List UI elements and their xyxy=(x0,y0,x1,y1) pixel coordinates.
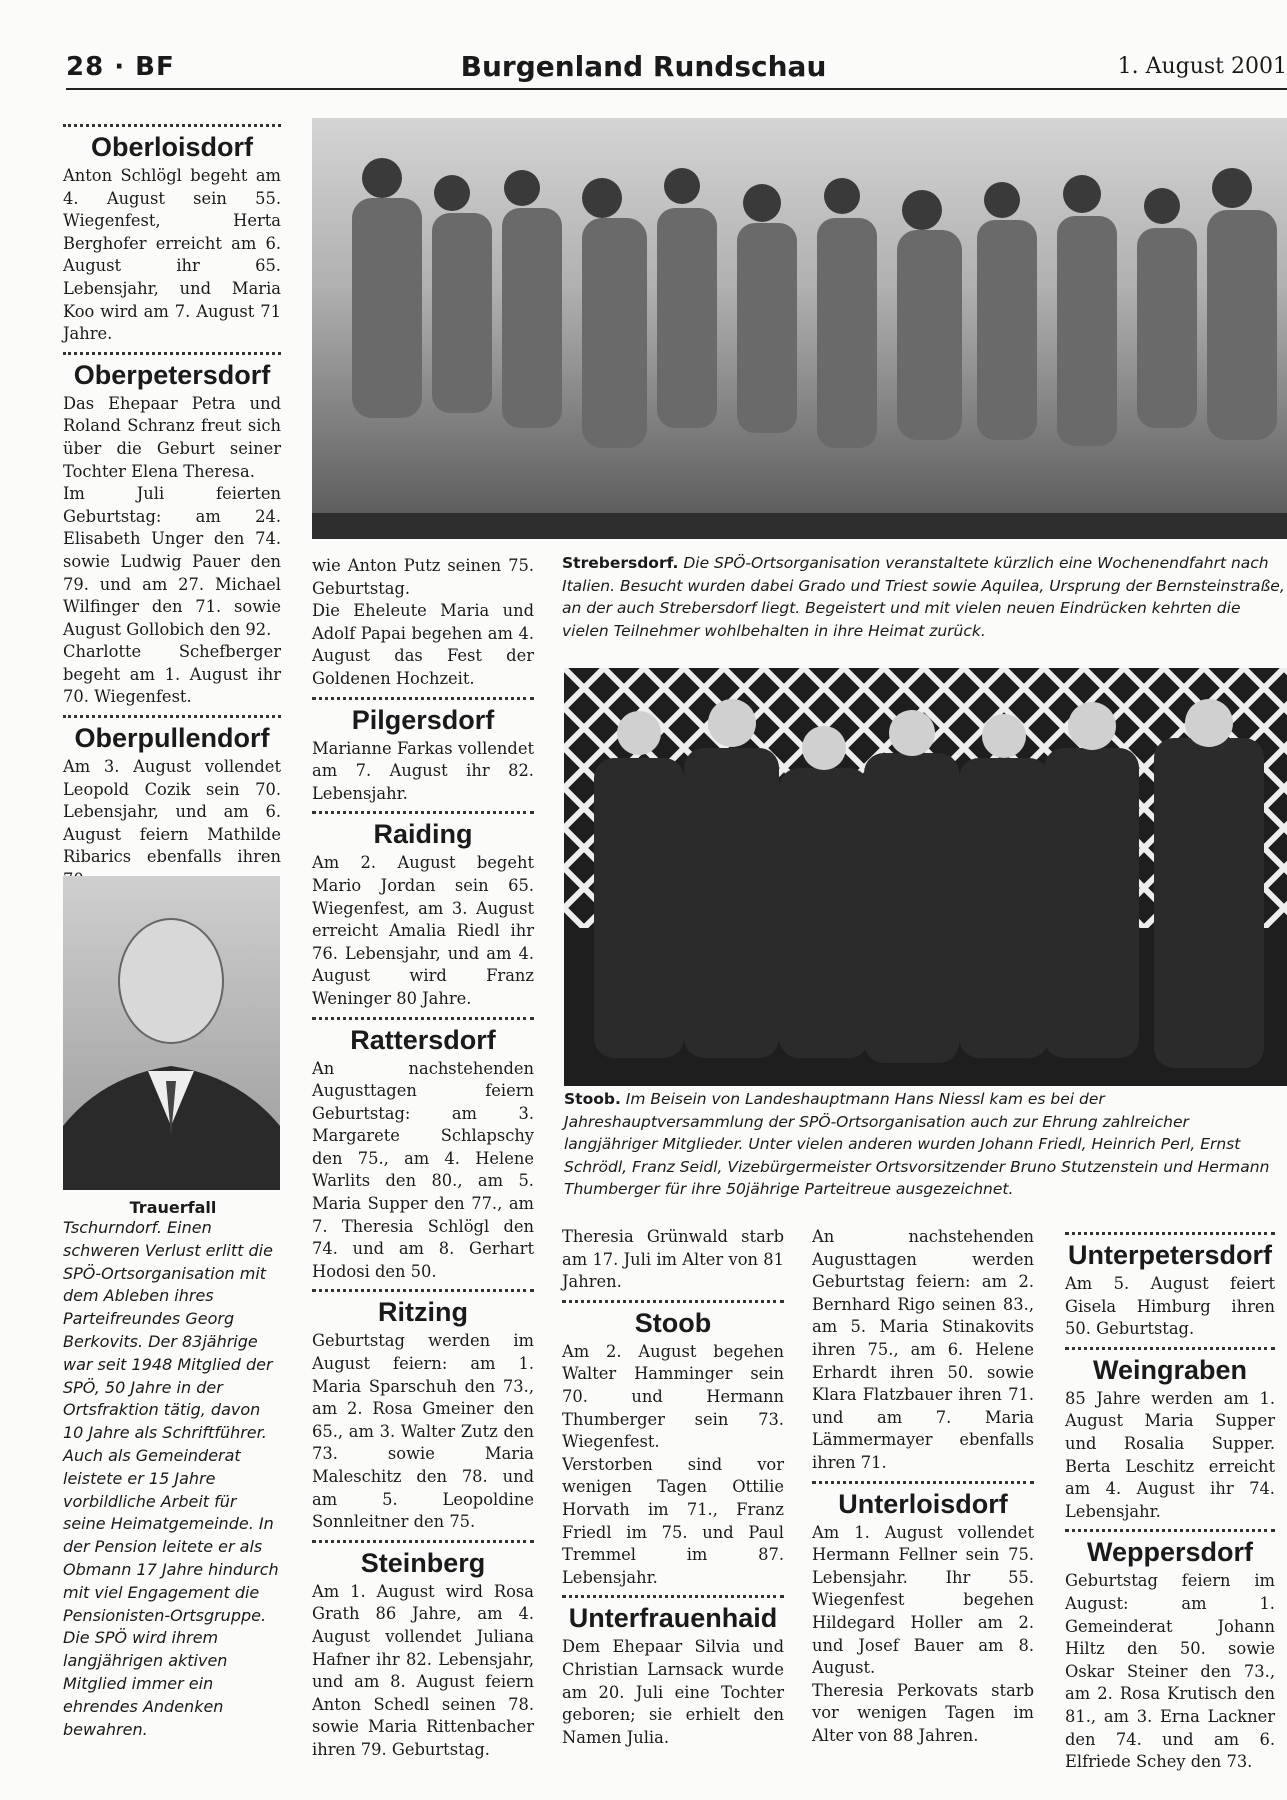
group-photo-strebersdorf xyxy=(312,118,1287,539)
article-text: Geburtstag werden im August feiern: am 1. Maria Sparschuh den 73., am 2. Rosa Gmeiner den 65., am 3. Walter Zutz den 73. sowie Maria Maleschitz den 78. und am 5. Leopoldine Sonnleitner den 75. xyxy=(312,1331,534,1532)
article-text: Die Eheleute Maria und Adolf Papai begehen am 4. August das Fest der Goldenen Hochzeit. xyxy=(312,601,534,688)
obituary-text: Tschurndorf. Einen schweren Verlust erlitt die SPÖ-Ortsorganisation mit dem Ableben ihres Parteifreundes Georg Berkovits. Der 83jährige war seit 1948 Mitglied der SPÖ, 50 Jahre in der Ortsfraktion tätig, davon 10 Jahre als Schriftführer. Auch als Gemeinderat leistete er 15 Jahre vorbildliche Arbeit für seine Heimatgemeinde. In der Pension leitete er als Obmann 17 Jahre hindurch mit viel Engagement die Pensionisten-Ortsgruppe. Die SPÖ wird ihrem langjährigen aktiven Mitglied immer ein ehrendes Andenken bewahren. xyxy=(63,1218,279,1739)
divider xyxy=(312,811,534,814)
divider xyxy=(312,697,534,700)
column-1 xyxy=(63,118,281,892)
article-text: 85 Jahre werden am 1. August Maria Supper und Rosalia Supper. Berta Leschitz erreicht am 4. August ihr 74. Lebensjahr. xyxy=(1065,1388,1275,1521)
column-2 xyxy=(312,555,534,1762)
caption-text: Im Beisein von Landeshauptmann Hans Niessl kam es bei der Jahreshauptversammlung der SPÖ-Ortsorganisation auch zur Ehrung zahlreicher langjähriger Mitglieder. Unter vielen anderen wurden Johann Friedl, Heinrich Perl, Ernst Schrödl, Franz Seidl, Vizebürgermeister Ortsvorsitzender Bruno Stutzenstein und Hermann Thumberger für ihre 50jährige Parteitreue ausgezeichnet. xyxy=(564,1090,1270,1198)
column-3 xyxy=(562,1226,784,1749)
header-rule xyxy=(66,88,1287,90)
article-text: An nachstehenden Augusttagen werden Geburtstag feiern: am 2. Bernhard Rigo seinen 83., am 5. Maria Stinakovits ihren 75., am 6. Helene Erhardt ihren 50. sowie Klara Flatzbauer ihren 71. und am 7. Maria Lämmermayer ebenfalls ihren 71. xyxy=(812,1227,1034,1472)
divider xyxy=(63,124,281,127)
portrait-photo xyxy=(63,876,280,1190)
article-text: Dem Ehepaar Silvia und Christian Larnsack wurde am 20. Juli eine Tochter geboren; sie erhielt den Namen Julia. xyxy=(562,1637,784,1747)
section-heading: Weingraben xyxy=(1092,1354,1248,1385)
article-text: Am 2. August begehen Walter Hamminger sein 70. und Hermann Thumberger sein 73. Wiegenfest. xyxy=(562,1341,784,1452)
section-heading: Weppersdorf xyxy=(1086,1537,1254,1568)
divider xyxy=(562,1300,784,1303)
divider xyxy=(1065,1232,1275,1235)
section-heading: Raiding xyxy=(373,819,473,850)
article-text: Am 5. August feiert Gisela Himburg ihren 50. Geburtstag. xyxy=(1065,1274,1275,1339)
article-text: Marianne Farkas vollendet am 7. August ihr 82. Lebensjahr. xyxy=(312,738,534,803)
section-heading: Unterpetersdorf xyxy=(1067,1240,1273,1270)
article-text: Anton Schlögl begeht am 4. August sein 55. Wiegenfest, Herta Berghofer erreicht am 6. August ihr 65. Lebensjahr, und Maria Koo wird am 7. August 71 Jahre. xyxy=(63,166,281,344)
divider xyxy=(312,1017,534,1020)
section-heading: Pilgersdorf xyxy=(351,704,495,735)
article-text: wie Anton Putz seinen 75. Geburtstag. xyxy=(312,556,534,598)
section-heading: Oberpullendorf xyxy=(74,723,270,754)
article-text: Im Juli feierten Geburtstag: am 24. Elisabeth Unger den 74. sowie Ludwig Pauer den 79. und am 27. Michael Wilfinger den 71. sowie August Gollobich den 92. xyxy=(63,484,281,639)
caption-lead: Strebersdorf. xyxy=(562,554,679,572)
article-text: Am 3. August vollendet Leopold Cozik sein 70. Lebensjahr, und am 6. August feiern Mathilde Ribarics ebenfalls ihren xyxy=(63,757,281,867)
article-text: Geburtstag feiern im August: am 1. Gemeinderat Johann Hiltz den 50. sowie Oskar Steiner den 73., am 2. Rosa Krutisch den 81., am 3. Erna Lackner den 74. und am 6. Elfriede Schey den 73. xyxy=(1065,1571,1275,1772)
caption-lead: Stoob. xyxy=(564,1090,621,1108)
divider xyxy=(1065,1529,1275,1532)
article-text: Theresia Grünwald starb am 17. Juli im Alter von 81 Jahren. xyxy=(562,1227,784,1292)
portrait-illustration xyxy=(63,876,280,1190)
section-heading: Steinberg xyxy=(360,1547,486,1578)
section-heading: Rattersdorf xyxy=(350,1024,496,1055)
obituary-heading: Trauerfall xyxy=(129,1198,217,1217)
section-heading: Oberpetersdorf xyxy=(73,359,271,390)
divider xyxy=(63,352,281,355)
caption-text: Die SPÖ-Ortsorganisation veranstaltete kürzlich eine Wochenendfahrt nach Italien. Besucht wurden dabei Grado und Triest sowie Aquilea, Ursprung der Bernsteinstraße, an der auch Strebersdorf liegt. Begeistert und mit vielen neuen Eindrücken kehrten die vielen Teilnehmer wohlbehalten in ihre Heimat zurück. xyxy=(562,554,1285,640)
section-heading: Ritzing xyxy=(378,1297,468,1328)
divider xyxy=(312,1540,534,1543)
issue-date: 1. August 2001 xyxy=(1117,54,1287,79)
section-heading: Unterfrauenhaid xyxy=(568,1603,778,1634)
article-text: Charlotte Schefberger begeht am 1. August ihr 70. Wiegenfest. xyxy=(63,642,281,707)
column-5 xyxy=(1065,1226,1275,1774)
divider xyxy=(562,1595,784,1598)
group-photo-illustration xyxy=(564,668,1287,1086)
newspaper-title: Burgenland Rundschau xyxy=(460,50,827,83)
page-number: 28 · BF xyxy=(66,52,175,82)
article-text: Am 1. August wird Rosa Grath 86 Jahre, am 4. August vollendet Juliana Hafner ihr 82. Lebensjahr, und am 8. August feiern Anton Schedl seinen 78. sowie Maria Rittenbacher ihren 79. Geburtstag. xyxy=(312,1581,534,1759)
article-text: Theresia Perkovats starb vor wenigen Tagen im Alter von 88 Jahren. xyxy=(812,1680,1034,1745)
section-heading: Unterloisdorf xyxy=(838,1488,1008,1519)
group-photo-illustration xyxy=(312,118,1287,539)
section-heading: Oberloisdorf xyxy=(90,132,253,162)
article-text: Am 2. August begeht Mario Jordan sein 65. Wiegenfest, am 3. August erreicht Amalia Riedl ihr 76. Lebensjahr, und am 4. August wird Franz Weninger 80 Jahre. xyxy=(312,853,534,1008)
divider xyxy=(1065,1347,1275,1350)
column-4 xyxy=(812,1226,1034,1747)
article-text: Das Ehepaar Petra und Roland Schranz freut sich über die Geburt seiner Tochter Elena Theresa. xyxy=(63,393,281,481)
photo-caption xyxy=(562,552,1287,642)
article-text: An nachstehenden Augusttagen feiern Geburtstag: am 3. Margarete Schlapschy den 75., am 4. Helene Warlits den 80., am 5. Maria Supper den 77., am 7. Theresia Schlögl den 74. und am 8. Gerhart Hodosi den 50. xyxy=(312,1058,534,1281)
obituary xyxy=(63,1198,283,1741)
divider xyxy=(812,1481,1034,1484)
group-photo-stoob xyxy=(564,668,1287,1086)
section-heading: Stoob xyxy=(634,1307,712,1338)
article-text: Verstorben sind vor wenigen Tagen Ottilie Horvath im 71., Franz Friedl im 75. und Paul Tremmel im 87. Lebensjahr. xyxy=(562,1454,784,1587)
photo-caption xyxy=(564,1088,1287,1201)
article-text: Am 1. August vollendet Hermann Fellner sein 75. Lebensjahr. Ihr 55. Wiegenfest begehen Hildegard Holler am 2. und Josef Bauer am 8. August. xyxy=(812,1522,1034,1678)
divider xyxy=(312,1289,534,1292)
divider xyxy=(63,715,281,718)
